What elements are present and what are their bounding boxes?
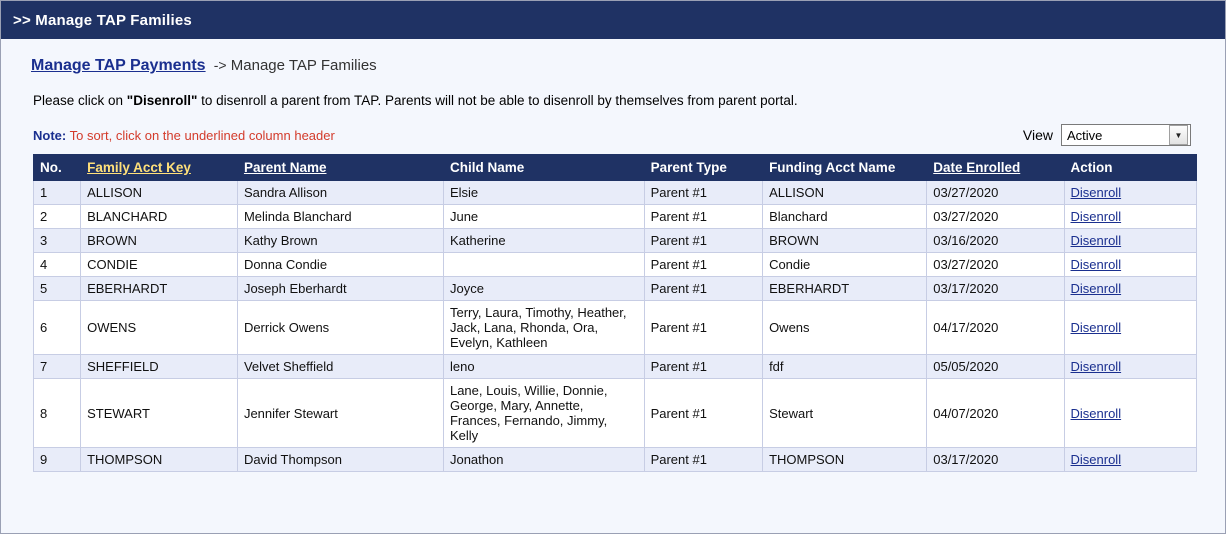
cell-child-name: Terry, Laura, Timothy, Heather, Jack, Lana, Rhonda, Ora, Evelyn, Kathleen [443,301,644,355]
cell-no: 3 [34,229,81,253]
column-header-parent-type [644,155,763,181]
disenroll-link[interactable]: Disenroll [1070,320,1122,335]
cell-family-acct-key: EBERHARDT [81,277,238,301]
cell-child-name: June [443,205,644,229]
cell-date-enrolled: 04/07/2020 [927,379,1064,448]
cell-family-acct-key: BLANCHARD [81,205,238,229]
table-body [34,181,1197,472]
table-row [34,355,1197,379]
sort-note [33,128,335,143]
note-and-view-row [15,114,1211,154]
cell-action [1064,379,1196,448]
cell-date-enrolled: 05/05/2020 [927,355,1064,379]
cell-family-acct-key: THOMPSON [81,448,238,472]
breadcrumb-current: Manage TAP Families [230,57,377,74]
cell-parent-name: Melinda Blanchard [237,205,443,229]
cell-date-enrolled: 03/27/2020 [927,253,1064,277]
cell-parent-type: Parent #1 [644,277,763,301]
cell-parent-name: Derrick Owens [237,301,443,355]
table-row [34,277,1197,301]
column-header-action [1064,155,1196,181]
note-text: To sort, click on the underlined column header [69,127,335,143]
window-title: >> Manage TAP Families [13,11,192,29]
column-header-family-acct-key[interactable] [81,155,238,181]
table-header-row [34,155,1197,181]
column-header-parent-name[interactable] [237,155,443,181]
cell-child-name: Jonathon [443,448,644,472]
cell-parent-type: Parent #1 [644,355,763,379]
cell-parent-type: Parent #1 [644,379,763,448]
cell-no: 8 [34,379,81,448]
cell-action [1064,448,1196,472]
cell-parent-name: Sandra Allison [237,181,443,205]
breadcrumb-link-manage-tap-payments[interactable]: Manage TAP Payments [31,57,206,74]
table-row [34,253,1197,277]
cell-child-name: Elsie [443,181,644,205]
cell-family-acct-key: BROWN [81,229,238,253]
cell-date-enrolled: 03/27/2020 [927,205,1064,229]
cell-date-enrolled: 03/27/2020 [927,181,1064,205]
cell-no: 9 [34,448,81,472]
cell-action [1064,301,1196,355]
cell-family-acct-key: SHEFFIELD [81,355,238,379]
cell-action [1064,277,1196,301]
cell-family-acct-key: ALLISON [81,181,238,205]
disenroll-link[interactable]: Disenroll [1070,405,1122,421]
cell-parent-name: Jennifer Stewart [237,379,443,448]
column-header-date-enrolled-label[interactable]: Date Enrolled [933,160,1021,175]
column-header-parent-type-label: Parent Type [650,160,727,175]
cell-action [1064,253,1196,277]
cell-parent-type: Parent #1 [644,205,763,229]
cell-no: 1 [34,181,81,205]
disenroll-link[interactable]: Disenroll [1070,185,1122,200]
cell-parent-type: Parent #1 [644,253,763,277]
table-row [34,181,1197,205]
view-label: View [1022,127,1053,143]
column-header-parent-name-label[interactable]: Parent Name [243,160,327,175]
instructions-emphasis: "Disenroll" [126,93,198,108]
view-filter [1023,124,1205,146]
column-header-date-enrolled[interactable] [927,155,1064,181]
cell-child-name [443,253,644,277]
instructions-text [15,79,1211,114]
window-titlebar [1,1,1225,39]
disenroll-link[interactable]: Disenroll [1070,359,1122,374]
cell-funding-acct-name: Blanchard [763,205,927,229]
disenroll-link[interactable]: Disenroll [1070,281,1122,296]
cell-no: 5 [34,277,81,301]
cell-funding-acct-name: Condie [763,253,927,277]
cell-child-name: Lane, Louis, Willie, Donnie, George, Mary, Annette, Frances, Fernando, Jimmy, Kelly [443,379,644,448]
cell-action [1064,181,1196,205]
view-select-value: Active [1067,127,1103,143]
view-select[interactable] [1061,124,1191,146]
column-header-action-label: Action [1070,160,1113,175]
cell-funding-acct-name: THOMPSON [763,448,927,472]
table-row [34,229,1197,253]
instructions-suffix: to disenroll a parent from TAP. Parents will not be able to disenroll by themselves from parent portal. [197,93,798,108]
cell-date-enrolled: 03/17/2020 [927,448,1064,472]
breadcrumb-separator: -> [213,57,227,73]
cell-parent-name: Kathy Brown [237,229,443,253]
column-header-family-acct-key-label[interactable]: Family Acct Key [87,160,191,175]
note-label: Note: [33,127,67,143]
column-header-no-label: No. [40,160,62,175]
instructions-prefix: Please click on [33,93,127,108]
disenroll-link[interactable]: Disenroll [1070,257,1122,272]
table-row [34,448,1197,472]
column-header-no [34,155,81,181]
cell-parent-type: Parent #1 [644,229,763,253]
table-row [34,301,1197,355]
column-header-funding-acct-name-label: Funding Acct Name [769,160,896,175]
cell-action [1064,205,1196,229]
cell-family-acct-key: OWENS [81,301,238,355]
cell-date-enrolled: 03/17/2020 [927,277,1064,301]
cell-parent-name: Velvet Sheffield [237,355,443,379]
cell-no: 6 [34,301,81,355]
page-content [1,39,1225,533]
cell-funding-acct-name: fdf [763,355,927,379]
disenroll-link[interactable]: Disenroll [1070,233,1122,248]
column-header-child-name [443,155,644,181]
cell-funding-acct-name: BROWN [763,229,927,253]
cell-no: 7 [34,355,81,379]
cell-child-name: Katherine [443,229,644,253]
breadcrumb [15,39,1211,79]
cell-parent-name: Joseph Eberhardt [237,277,443,301]
cell-date-enrolled: 04/17/2020 [927,301,1064,355]
cell-funding-acct-name: EBERHARDT [763,277,927,301]
cell-child-name: leno [443,355,644,379]
chevron-down-icon[interactable]: ▼ [1169,125,1188,145]
cell-action [1064,355,1196,379]
cell-action [1064,229,1196,253]
cell-funding-acct-name: ALLISON [763,181,927,205]
column-header-funding-acct-name [763,155,927,181]
cell-parent-type: Parent #1 [644,301,763,355]
cell-parent-name: David Thompson [237,448,443,472]
cell-funding-acct-name: Stewart [763,379,927,448]
cell-parent-type: Parent #1 [644,448,763,472]
disenroll-link[interactable]: Disenroll [1070,452,1122,467]
cell-family-acct-key: CONDIE [81,253,238,277]
cell-family-acct-key: STEWART [81,379,238,448]
cell-no: 2 [34,205,81,229]
cell-child-name: Joyce [443,277,644,301]
disenroll-link[interactable]: Disenroll [1070,209,1122,224]
cell-date-enrolled: 03/16/2020 [927,229,1064,253]
families-table [33,154,1197,472]
table-header [34,155,1197,181]
table-row [34,379,1197,448]
cell-no: 4 [34,253,81,277]
column-header-child-name-label: Child Name [449,160,525,175]
cell-funding-acct-name: Owens [763,301,927,355]
cell-parent-name: Donna Condie [237,253,443,277]
cell-parent-type: Parent #1 [644,181,763,205]
table-row [34,205,1197,229]
